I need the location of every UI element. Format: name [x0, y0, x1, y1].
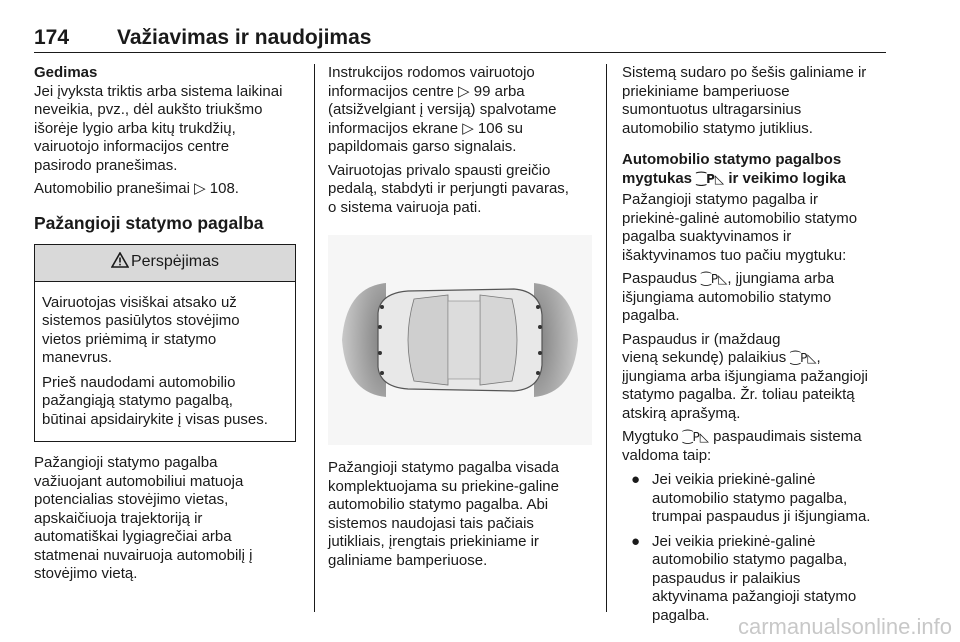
- sensors-text: Sistemą sudaro po šešis galiniame ir priekiniame bamperiuose sumontuotus ultragarsinius automobilio statymo jutiklius.: [622, 64, 867, 137]
- warning-title: Perspėjimas: [130, 253, 220, 271]
- parking-assist-button-icon: ⁐P◺: [682, 430, 709, 444]
- short-press-text-b: , įjungiama arba išjungiama automobilio statymo pagalba.: [622, 270, 835, 324]
- column-1: [34, 64, 296, 589]
- button-logic-text-a: Mygtuko: [622, 428, 683, 445]
- warning-body: [35, 282, 295, 442]
- activation-text: Pažangioji statymo pagalba ir priekinė-galinė automobilio statymo pagalba suaktyvinamos ir išaktyvinamos tuo pačiu mygtuku:: [622, 191, 858, 264]
- list-item-text: Jei veikia priekinė-galinė automobilio statymo pagalba, paspaudus ir palaikius aktyvinama pažangioji statymo pagalba.: [652, 532, 857, 624]
- page-header: [34, 16, 886, 50]
- button-logic-text-b: paspaudimais sistema valdoma taip:: [622, 428, 862, 464]
- column-2: [328, 64, 592, 575]
- column-3: [622, 64, 892, 631]
- header-rule: [34, 52, 886, 53]
- list-item: [622, 471, 892, 527]
- short-press-text-a: Paspaudus: [622, 270, 702, 287]
- parking-assist-button-icon: ⁐P◺: [790, 351, 817, 365]
- short-press-text: [622, 270, 892, 326]
- description-text: Pažangioji statymo pagalba važiuojant automobiliui matuoja potencialias stovėjimo vietas, apskaičiuoja trajektoriją ir automatiškai lygiagrečiai arba statmenai nuvairuoja automobilį į stovėjimo vietą.: [34, 454, 253, 582]
- button-heading-text-b: ir veikimo logika: [724, 169, 846, 187]
- warning-text-2: Prieš naudodami automobilio pažangiąją statymo pagalbą, būtinai apsidairykite į visas puses.: [42, 373, 268, 428]
- watermark: carmanualsonline.info: [737, 614, 952, 639]
- section-heading: Pažangioji statymo pagalba: [34, 212, 264, 233]
- long-press-text-a: Paspaudus ir (maždaug vieną sekundę) palaikius: [622, 330, 787, 366]
- warning-text-1: Vairuotojas visiškai atsako už sistemos pasiūlytos stovėjimo vietos priėmimą ir statymo manevrus.: [42, 293, 240, 366]
- faults-heading: Gedimas: [34, 64, 98, 81]
- button-heading-line-1: Automobilio statymo pagalbos: [622, 151, 842, 168]
- long-press-text: [622, 331, 892, 424]
- instructions-text: Instrukcijos rodomos vairuotojo informacijos centre ▷ 99 arba (atsižvelgiant į versiją) spalvotame informacijos ekrane ▷ 106 su papildomais garso signalais.: [328, 64, 557, 155]
- messages-reference: Automobilio pranešimai ▷ 108.: [34, 180, 239, 197]
- parking-assist-button-icon: ⁐P◺: [701, 272, 728, 286]
- warning-header: [35, 245, 295, 282]
- button-logic-text: [622, 428, 892, 465]
- driver-text: Vairuotojas privalo spausti greičio pedalą, stabdyti ir perjungti pavaras, o sistema vairuoja pati.: [328, 161, 569, 216]
- parking-sensors-illustration: [328, 235, 592, 445]
- page-number: 174: [34, 26, 70, 49]
- parking-assist-button-icon: ⁐P◺: [696, 171, 725, 186]
- warning-box: [34, 244, 296, 443]
- button-heading-text-a: mygtukas: [622, 169, 697, 187]
- behaviour-list: [622, 471, 892, 625]
- button-heading-line-2: [622, 170, 892, 189]
- bullet-icon: ●: [631, 471, 641, 488]
- column-divider-1: [314, 64, 315, 612]
- combination-text: Pažangioji statymo pagalba visada komplektuojama su priekine-galine automobilio statymo pagalba. Abi sistemos naudojasi tais pačiais jutikliais, įrengtais priekiniame ir galiniame bamperiuose.: [328, 459, 559, 569]
- list-item-text: Jei veikia priekinė-galinė automobilio statymo pagalba, trumpai paspaudus ji išjungiama.: [652, 471, 871, 525]
- long-press-text-b: , įjungiama arba išjungiama pažangioji statymo pagalba. Žr. toliau pateiktą atskirą aprašymą.: [622, 349, 868, 422]
- warning-triangle-icon: [111, 252, 129, 274]
- list-item: [622, 533, 892, 626]
- running-title: Važiavimas ir naudojimas: [117, 26, 372, 49]
- bullet-icon: ●: [631, 532, 641, 550]
- faults-text: Jei įvyksta triktis arba sistema laikinai neveikia, pvz., dėl aukšto triukšmo išorėje lygio arba kitų trukdžių, vairuotojo informacijos centre pasirodo pranešimas.: [34, 82, 283, 174]
- column-divider-2: [606, 64, 607, 612]
